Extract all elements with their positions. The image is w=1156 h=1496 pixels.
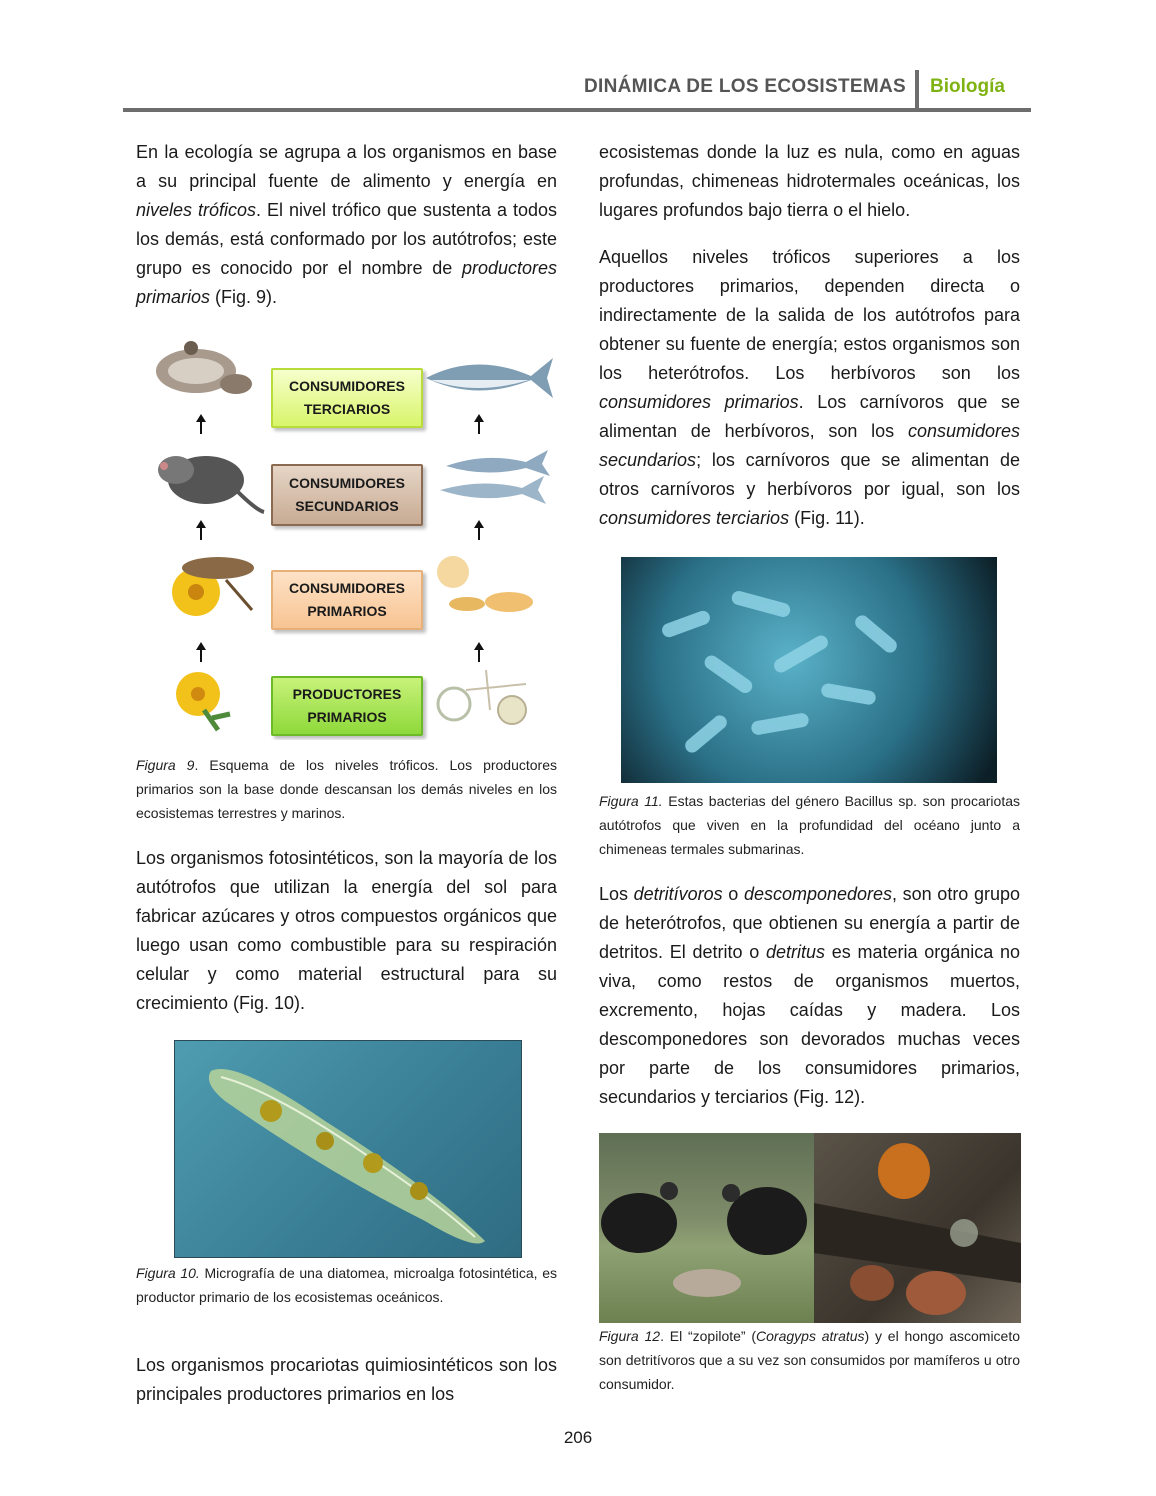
level-label: PRODUCTORES [292, 686, 402, 702]
arrow-up-icon [478, 648, 480, 662]
level-label: CONSUMIDORES [289, 475, 405, 491]
vultures-photo [599, 1133, 814, 1323]
trophic-levels-diagram [136, 330, 557, 740]
paragraph-detritivores: Los detritívoros o descomponedores, son otro grupo de heterótrofos, que obtienen su energía a partir de detritos. El detrito o detritus es materia orgánica no viva, como restos de organismos muertos, excremento, hojas caídas y madera. Los descomponedores son devorados muchas veces por parte de los consumidores primarios, secundarios y terciarios (Fig. 12). [599, 884, 1020, 1107]
page-header [123, 70, 1031, 110]
paragraph-heterotrophs: Aquellos niveles tróficos superiores a los productores primarios, dependen directa o indirectamente de la salida de los autótrofos para obtener su fuente de energía; estos organismos son los heterótrofos. Los herbívoros son los consumidores primarios. Los carnívoros que se alimentan de herbívoros, son los consumidores secundarios; los carnívoros que se alimentan de otros carnívoros y herbívoros por igual, son los consumidores terciarios (Fig. 11). [599, 247, 1020, 528]
paragraph-no-light-ecosystems: ecosistemas donde la luz es nula, como en aguas profundas, chimeneas hidrotermales oceánicas, los lugares profundos bajo tierra o el hielo. [599, 142, 1020, 220]
header-rule [123, 108, 1031, 112]
subject-label: Biología [930, 76, 1005, 97]
arrow-up-icon [478, 526, 480, 540]
bacillus-micrograph [621, 557, 997, 783]
level-box-tertiary [271, 368, 423, 428]
level-label: PRIMARIOS [307, 709, 387, 725]
figure-12-caption: Figura 12. El “zopilote” (Coragyps atratus) y el hongo ascomiceto son detritívoros que a su vez son consumidos por mamíferos u otro consumidor. [599, 1328, 1021, 1392]
level-label: SECUNDARIOS [295, 498, 399, 514]
level-box-secondary [271, 464, 423, 526]
phytoplankton-illustration [426, 660, 546, 734]
figure-10-caption: Figura 10. Micrografía de una diatomea, microalga fotosintética, es productor primario de los ecosistemas oceánicos. [136, 1265, 557, 1305]
header-separator [915, 70, 919, 108]
level-label: CONSUMIDORES [289, 580, 405, 596]
level-box-primary-consumers [271, 570, 423, 630]
arrow-up-icon [200, 648, 202, 662]
page-number: 206 [563, 1428, 593, 1447]
level-label: PRIMARIOS [307, 603, 387, 619]
flower-illustration [164, 666, 244, 734]
zooplankton-illustration [431, 552, 551, 618]
tuna-illustration [421, 350, 557, 405]
snake-illustration [151, 336, 261, 401]
arrow-up-icon [478, 420, 480, 434]
level-label: TERCIARIOS [303, 401, 391, 417]
level-label: CONSUMIDORES [289, 378, 405, 394]
figure-9-caption: Figura 9. Esquema de los niveles tróficos. Los productores primarios son la base donde descansan los demás niveles en los ecosistemas terrestres y marinos. [136, 757, 558, 821]
figure-11-caption: Figura 11. Estas bacterias del género Bacillus sp. son procariotas autótrofos que viven en la profundidad del océano junto a chimeneas termales submarinas. [599, 793, 1020, 857]
diatom-micrograph [174, 1040, 522, 1258]
paragraph-chemosynthetic: Los organismos procariotas quimiosintéticos son los principales productores primarios en los [136, 1355, 557, 1404]
chapter-title: DINÁMICA DE LOS ECOSISTEMAS [584, 76, 906, 97]
grasshopper-flower-illustration [156, 540, 266, 620]
arrow-up-icon [200, 526, 202, 540]
sardines-illustration [426, 446, 556, 512]
arrow-up-icon [200, 420, 202, 434]
fungus-photo [814, 1133, 1021, 1323]
paragraph-photosynthetic: Los organismos fotosintéticos, son la mayoría de los autótrofos que utilizan la energía del sol para fabricar azúcares y otros compuestos orgánicos que luego usan como combustible para su respiración celular y como material estructural para su crecimiento (Fig. 10). [136, 848, 557, 1013]
shrew-illustration [146, 440, 266, 515]
paragraph-trophic-levels: En la ecología se agrupa a los organismos en base a su principal fuente de alimento y energía en niveles tróficos. El nivel trófico que sustenta a todos los demás, está conformado por los autótrofos; este grupo es conocido por el nombre de productores primarios (Fig. 9). [136, 142, 557, 307]
level-box-producers [271, 676, 423, 736]
